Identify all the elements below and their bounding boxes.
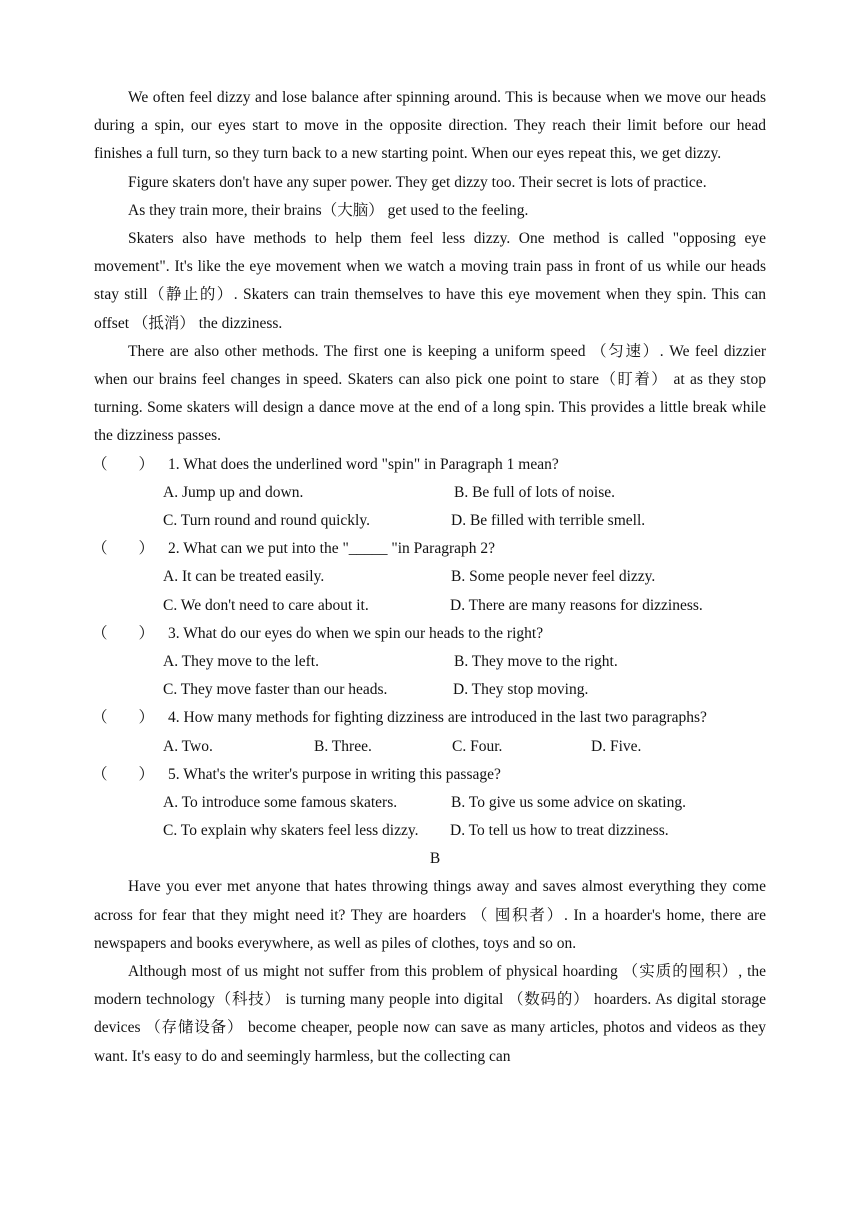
answer-blank[interactable]: （ ） — [92, 540, 155, 558]
options-row — [94, 592, 766, 620]
option-a: A. Jump up and down. — [163, 483, 304, 501]
option-d: D. Five. — [591, 737, 642, 755]
options-row — [94, 507, 766, 535]
question-stem: 4. How many methods for fighting dizziness are introduced in the last two paragraphs? — [168, 709, 707, 727]
paragraph-3: As they train more, their brains（大脑） get used to the feeling. — [128, 201, 529, 219]
option-c: C. They move faster than our heads. — [163, 681, 388, 699]
paragraph-1: We often feel dizzy and lose balance after spinning around. This is because when we move our heads during a spin, our eyes start to move in the opposite direction. They reach their limit before our head finishes a full turn, so they turn back to a new starting point. When our eyes repeat this, we get dizzy. — [94, 89, 766, 163]
options-row — [94, 563, 766, 591]
question-stem: 2. What can we put into the "_____ "in Paragraph 2? — [168, 540, 496, 558]
option-d: D. Be filled with terrible smell. — [451, 512, 646, 530]
options-row — [94, 789, 766, 817]
option-a: A. Two. — [163, 737, 213, 755]
option-a: A. To introduce some famous skaters. — [163, 793, 398, 811]
section-b-paragraph-1: Have you ever met anyone that hates throwing things away and saves almost everything they come across for fear that they might need it? They are hoarders （ 囤积者）. In a hoarder's home, there are newspapers and books everywhere, as well as piles of clothes, toys and so on. — [94, 878, 766, 952]
answer-blank[interactable]: （ ） — [92, 624, 155, 642]
options-row — [94, 648, 766, 676]
answer-blank[interactable]: （ ） — [92, 765, 155, 783]
option-d: D. They stop moving. — [453, 681, 589, 699]
option-c: C. Turn round and round quickly. — [163, 512, 370, 530]
option-b: B. Be full of lots of noise. — [454, 483, 616, 501]
question-5 — [94, 761, 766, 789]
option-b: B. Some people never feel dizzy. — [451, 568, 656, 586]
section-b-heading: B — [429, 850, 441, 868]
passage-a — [94, 84, 766, 1071]
question-stem: 1. What does the underlined word "spin" in Paragraph 1 mean? — [168, 455, 559, 473]
option-d: D. To tell us how to treat dizziness. — [450, 822, 669, 840]
question-stem: 3. What do our eyes do when we spin our heads to the right? — [168, 624, 544, 642]
option-b: B. Three. — [314, 737, 372, 755]
answer-blank[interactable]: （ ） — [92, 455, 155, 473]
option-b: B. To give us some advice on skating. — [451, 793, 686, 811]
question-1 — [94, 451, 766, 479]
option-c: C. Four. — [452, 737, 503, 755]
question-3 — [94, 620, 766, 648]
options-row — [94, 676, 766, 704]
option-a: A. It can be treated easily. — [163, 568, 325, 586]
answer-blank[interactable]: （ ） — [92, 709, 155, 727]
options-row — [94, 817, 766, 845]
question-2 — [94, 535, 766, 563]
question-stem: 5. What's the writer's purpose in writing this passage? — [168, 765, 501, 783]
option-d: D. There are many reasons for dizziness. — [450, 596, 703, 614]
paragraph-5: There are also other methods. The first one is keeping a uniform speed （匀速）. We feel dizzier when our brains feel changes in speed. Skaters can also pick one point to stare（盯着） at as they stop turning. Some skaters will design a dance move at the end of a long spin. This provides a little break while the dizziness passes. — [94, 342, 766, 445]
options-row — [94, 479, 766, 507]
question-4 — [94, 704, 766, 732]
option-c: C. We don't need to care about it. — [163, 596, 369, 614]
paragraph-2: Figure skaters don't have any super power. They get dizzy too. Their secret is lots of practice. — [128, 173, 707, 191]
section-b-paragraph-2: Although most of us might not suffer from this problem of physical hoarding （实质的囤积）, the modern technology（科技） is turning many people into digital （数码的） hoarders. As digital storage devices （存储设备） become cheaper, people now can save as many articles, photos and videos as they want. It's easy to do and seemingly harmless, but the collecting can — [94, 963, 766, 1065]
options-row — [94, 733, 766, 761]
option-c: C. To explain why skaters feel less dizzy. — [163, 822, 419, 840]
option-a: A. They move to the left. — [163, 652, 319, 670]
option-b: B. They move to the right. — [454, 652, 618, 670]
paragraph-4: Skaters also have methods to help them feel less dizzy. One method is called "opposing eye movement". It's like the eye movement when we watch a moving train pass in front of us while our heads stay still（静止的）. Skaters can train themselves to have this eye movement when they spin. This can offset （抵消） the dizziness. — [94, 230, 766, 332]
